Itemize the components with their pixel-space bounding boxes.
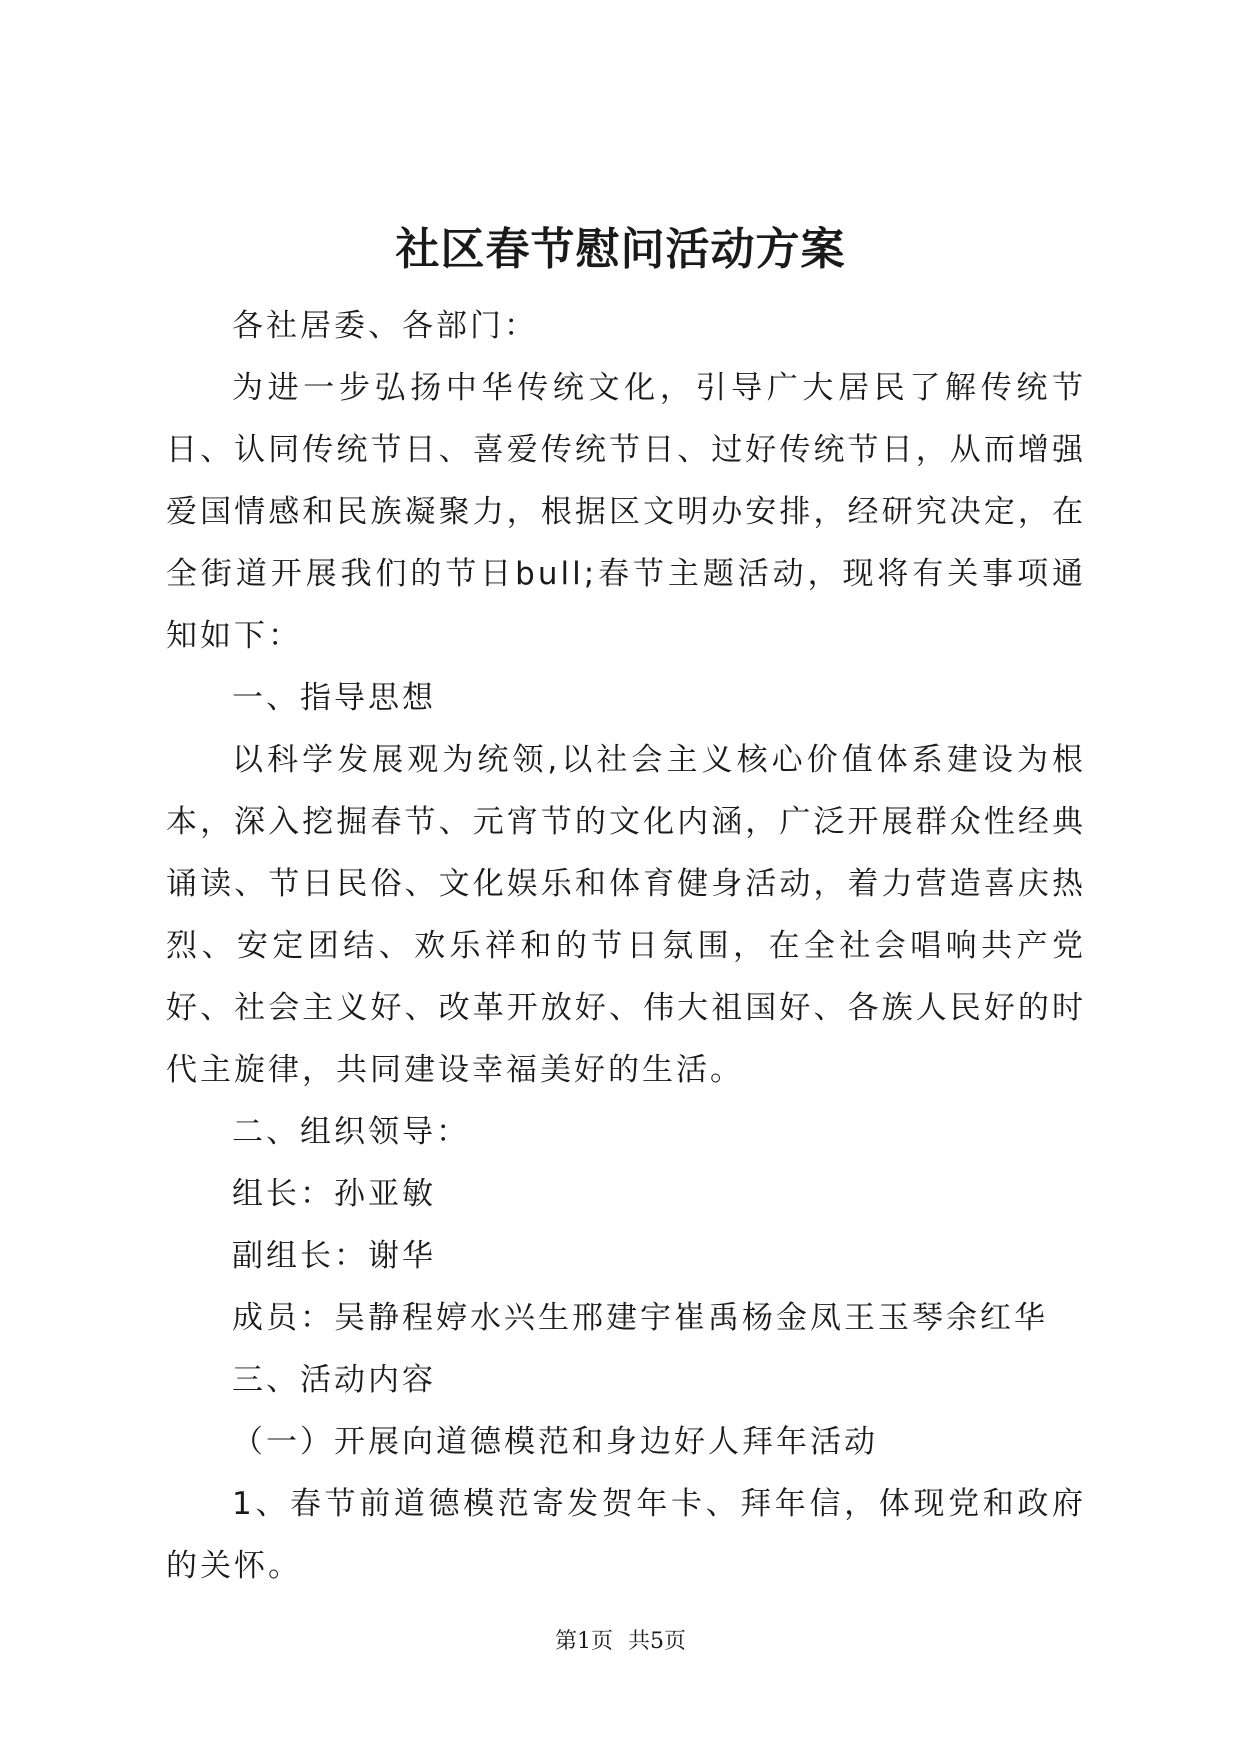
guiding-ideology-paragraph: 以科学发展观为统领,以社会主义核心价值体系建设为根本，深入挖掘春节、元宵节的文化内涵，广泛开展群众性经典诵读、节日民俗、文化娱乐和体育健身活动，着力营造喜庆热烈、安定团结、欢乐祥和的节日氛围，在全社会唱响共产党好、社会主义好、改革开放好、伟大祖国好、各族人民好的时代主旋律，共同建设幸福美好的生活。 bbox=[166, 742, 1086, 1088]
subsection-heading-1: （一）开展向道德模范和身边好人拜年活动 bbox=[232, 1424, 878, 1460]
intro-paragraph: 为进一步弘扬中华传统文化，引导广大居民了解传统节日、认同传统节日、喜爱传统节日、过好传统节日，从而增强爱国情感和民族凝聚力，根据区文明办安排，经研究决定，在全街道开展我们的节日bull;春节主题活动，现将有关事项通知如下： bbox=[166, 370, 1086, 654]
section-heading-activities: 三、活动内容 bbox=[232, 1362, 436, 1398]
document-body bbox=[166, 295, 1086, 1597]
team-members: 成员：吴静程婷水兴生邢建宇崔禹杨金凤王玉琴余红华 bbox=[232, 1300, 1048, 1336]
page-footer bbox=[0, 1627, 1241, 1657]
page-number: 第1页 bbox=[555, 1629, 613, 1654]
team-leader: 组长：孙亚敏 bbox=[232, 1176, 436, 1212]
section-heading-guiding-ideology: 一、指导思想 bbox=[232, 680, 436, 716]
activity-item-1: 1、春节前道德模范寄发贺年卡、拜年信，体现党和政府的关怀。 bbox=[166, 1486, 1086, 1584]
document-title: 社区春节慰问活动方案 bbox=[395, 224, 846, 275]
salutation: 各社居委、各部门： bbox=[232, 308, 538, 344]
deputy-team-leader: 副组长：谢华 bbox=[232, 1238, 436, 1274]
section-heading-organization: 二、组织领导： bbox=[232, 1114, 470, 1150]
page-total: 共5页 bbox=[628, 1629, 686, 1654]
